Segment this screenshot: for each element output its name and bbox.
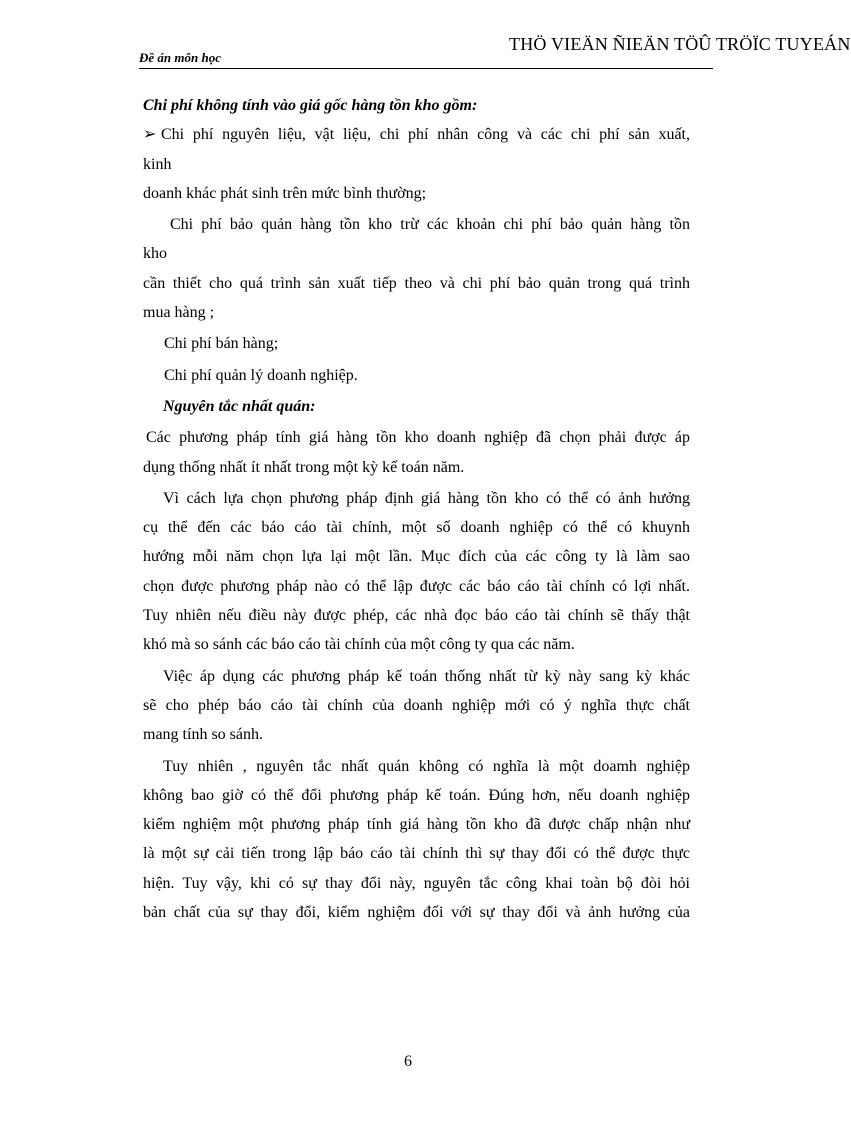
bullet-item-4: Chi phí quản lý doanh nghiệp. <box>164 366 358 384</box>
paragraph-2-line-3: hướng mỗi năm chọn lựa lại một lần. Mục đích của các công ty là làm sao <box>143 548 690 566</box>
paragraph-4-line-5: hiện. Tuy vậy, khi có sự thay đổi này, nguyên tắc công khai toàn bộ đòi hỏi <box>143 874 690 892</box>
bullet-item-1-line-2: kinh <box>143 155 172 173</box>
bullet-item-2-line-1: Chi phí bảo quản hàng tồn kho trừ các khoản chi phí bảo quản hàng tồn <box>170 216 690 234</box>
bullet-item-2-line-2: kho <box>143 245 167 263</box>
bullet-item-1-line-1 <box>143 120 690 149</box>
section-heading-costs: Chi phí không tính vào giá gốc hàng tồn kho gồm: <box>143 97 478 114</box>
arrow-bullet-icon: ➢ <box>143 126 157 144</box>
paragraph-2-line-5: Tuy nhiên nếu điều này được phép, các nhà đọc báo cáo tài chính sẽ thấy thật <box>143 607 690 625</box>
header-divider <box>139 68 713 69</box>
paragraph-2-line-2: cụ thể đến các báo cáo tài chính, một số doanh nghiệp có thể có khuynh <box>143 519 690 537</box>
paragraph-4-line-6: bản chất của sự thay đổi, kiểm nghiệm đối với sự thay đổi và ảnh hưởng của <box>143 904 690 922</box>
paragraph-2-line-1: Vì cách lựa chọn phương pháp định giá hàng tồn kho có thể có ảnh hưởng <box>163 489 690 507</box>
paragraph-2-line-6: khó mà so sánh các báo cáo tài chính của một công ty qua các năm. <box>143 636 575 654</box>
bullet-item-1-line-3: doanh khác phát sinh trên mức bình thường; <box>143 184 427 202</box>
paragraph-4-line-2: không bao giờ có thể đổi phương pháp kế toán. Đúng hơn, nếu doanh nghiệp <box>143 786 690 804</box>
bullet-item-1-text: Chi phí nguyên liệu, vật liệu, chi phí nhân công và các chi phí sản xuất, <box>161 126 690 144</box>
paragraph-3-line-1: Việc áp dụng các phương pháp kế toán thống nhất từ kỳ này sang kỳ khác <box>163 667 690 685</box>
paragraph-4-line-3: kiểm nghiệm một phương pháp tính giá hàng tồn kho đã được chấp nhận như <box>143 816 690 834</box>
paragraph-1-line-1: Các phương pháp tính giá hàng tồn kho doanh nghiệp đã chọn phải được áp <box>146 429 690 447</box>
document-subject-title: Đề án môn học <box>139 50 221 65</box>
library-banner-title: THÖ VIEÄN ÑIEÄN TÖÛ TRÖÏC TUYEÁN <box>509 34 851 54</box>
bullet-item-3: Chi phí bán hàng; <box>164 335 279 353</box>
paragraph-2-line-4: chọn được phương pháp nào có thể lập được các báo cáo tài chính có lợi nhất. <box>143 577 690 595</box>
bullet-item-2-line-3: cần thiết cho quá trình sản xuất tiếp theo và chi phí bảo quản trong quá trình <box>143 274 690 292</box>
paragraph-4-line-4: là một sự cải tiến trong lập báo cáo tài chính thì sự thay đổi có thể được thực <box>143 845 690 863</box>
paragraph-4-line-1: Tuy nhiên , nguyên tắc nhất quán không có nghĩa là một doamh nghiệp <box>163 757 690 775</box>
bullet-item-2-line-4: mua hàng ; <box>143 304 215 322</box>
page-number: 6 <box>404 1053 412 1070</box>
paragraph-3-line-2: sẽ cho phép báo cáo tài chính của doanh nghiệp mới có ý nghĩa thực chất <box>143 696 690 714</box>
section-heading-consistency: Nguyên tắc nhất quán: <box>163 397 316 415</box>
page-body <box>143 91 690 927</box>
paragraph-3-line-3: mang tính so sánh. <box>143 726 263 744</box>
paragraph-1-line-2: dụng thống nhất ít nhất trong một kỳ kế toán năm. <box>143 458 465 476</box>
